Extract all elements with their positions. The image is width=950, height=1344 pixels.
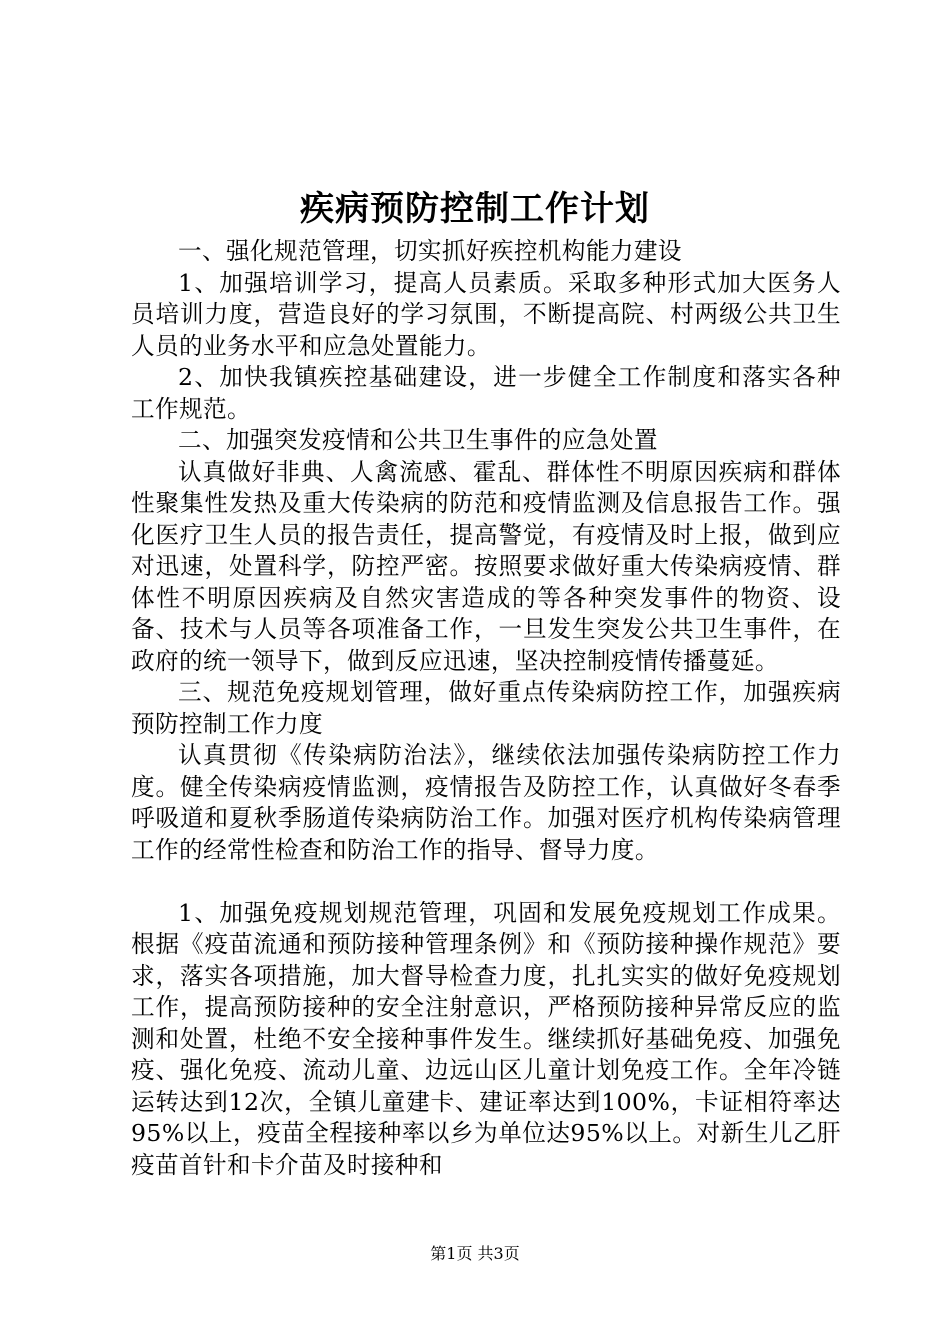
paragraph-1-2: 2、加快我镇疾控基础建设，进一步健全工作制度和落实各种工作规范。 xyxy=(131,363,841,423)
paragraph-1-1: 1、加强培训学习，提高人员素质。采取多种形式加大医务人员培训力度，营造良好的学习氛围，不断提高院、村两级公共卫生人员的业务水平和应急处置能力。 xyxy=(131,268,841,360)
section-heading-2: 二、加强突发疫情和公共卫生事件的应急处置 xyxy=(178,426,658,454)
page-footer: 第1页 共3页 xyxy=(430,1244,520,1263)
document-body xyxy=(131,236,841,1181)
section-heading-3: 三、规范免疫规划管理，做好重点传染病防控工作，加强疾病预防控制工作力度 xyxy=(131,678,841,738)
paragraph-3-1: 认真贯彻《传染病防治法》，继续依法加强传染病防控工作力度。健全传染病疫情监测，疫情报告及防控工作，认真做好冬春季呼吸道和夏秋季肠道传染病防治工作。加强对医疗机构传染病管理工作的经常性检查和防治工作的指导、督导力度。 xyxy=(131,741,841,864)
section-heading-1: 一、强化规范管理，切实抓好疾控机构能力建设 xyxy=(178,237,682,265)
paragraph-2-1: 认真做好非典、人禽流感、霍乱、群体性不明原因疾病和群体性聚集性发热及重大传染病的防范和疫情监测及信息报告工作。强化医疗卫生人员的报告责任，提高警觉，有疫情及时上报，做到应对迅速，处置科学，防控严密。按照要求做好重大传染病疫情、群体性不明原因疾病及自然灾害造成的等各种突发事件的物资、设备、技术与人员等各项准备工作，一旦发生突发公共卫生事件，在政府的统一领导下，做到反应迅速，坚决控制疫情传播蔓延。 xyxy=(131,457,841,675)
document-title: 疾病预防控制工作计划 xyxy=(300,189,650,229)
paragraph-3-2: 1、加强免疫规划规范管理，巩固和发展免疫规划工作成果。根据《疫苗流通和预防接种管理条例》和《预防接种操作规范》要求，落实各项措施，加大督导检查力度，扎扎实实的做好免疫规划工作，提高预防接种的安全注射意识，严格预防接种异常反应的监测和处置，杜绝不安全接种事件发生。继续抓好基础免疫、加强免疫、强化免疫、流动儿童、边远山区儿童计划免疫工作。全年冷链运转达到12次，全镇儿童建卡、建证率达到100%，卡证相符率达95%以上，疫苗全程接种率以乡为单位达95%以上。对新生儿乙肝疫苗首针和卡介苗及时接种和 xyxy=(131,898,841,1179)
